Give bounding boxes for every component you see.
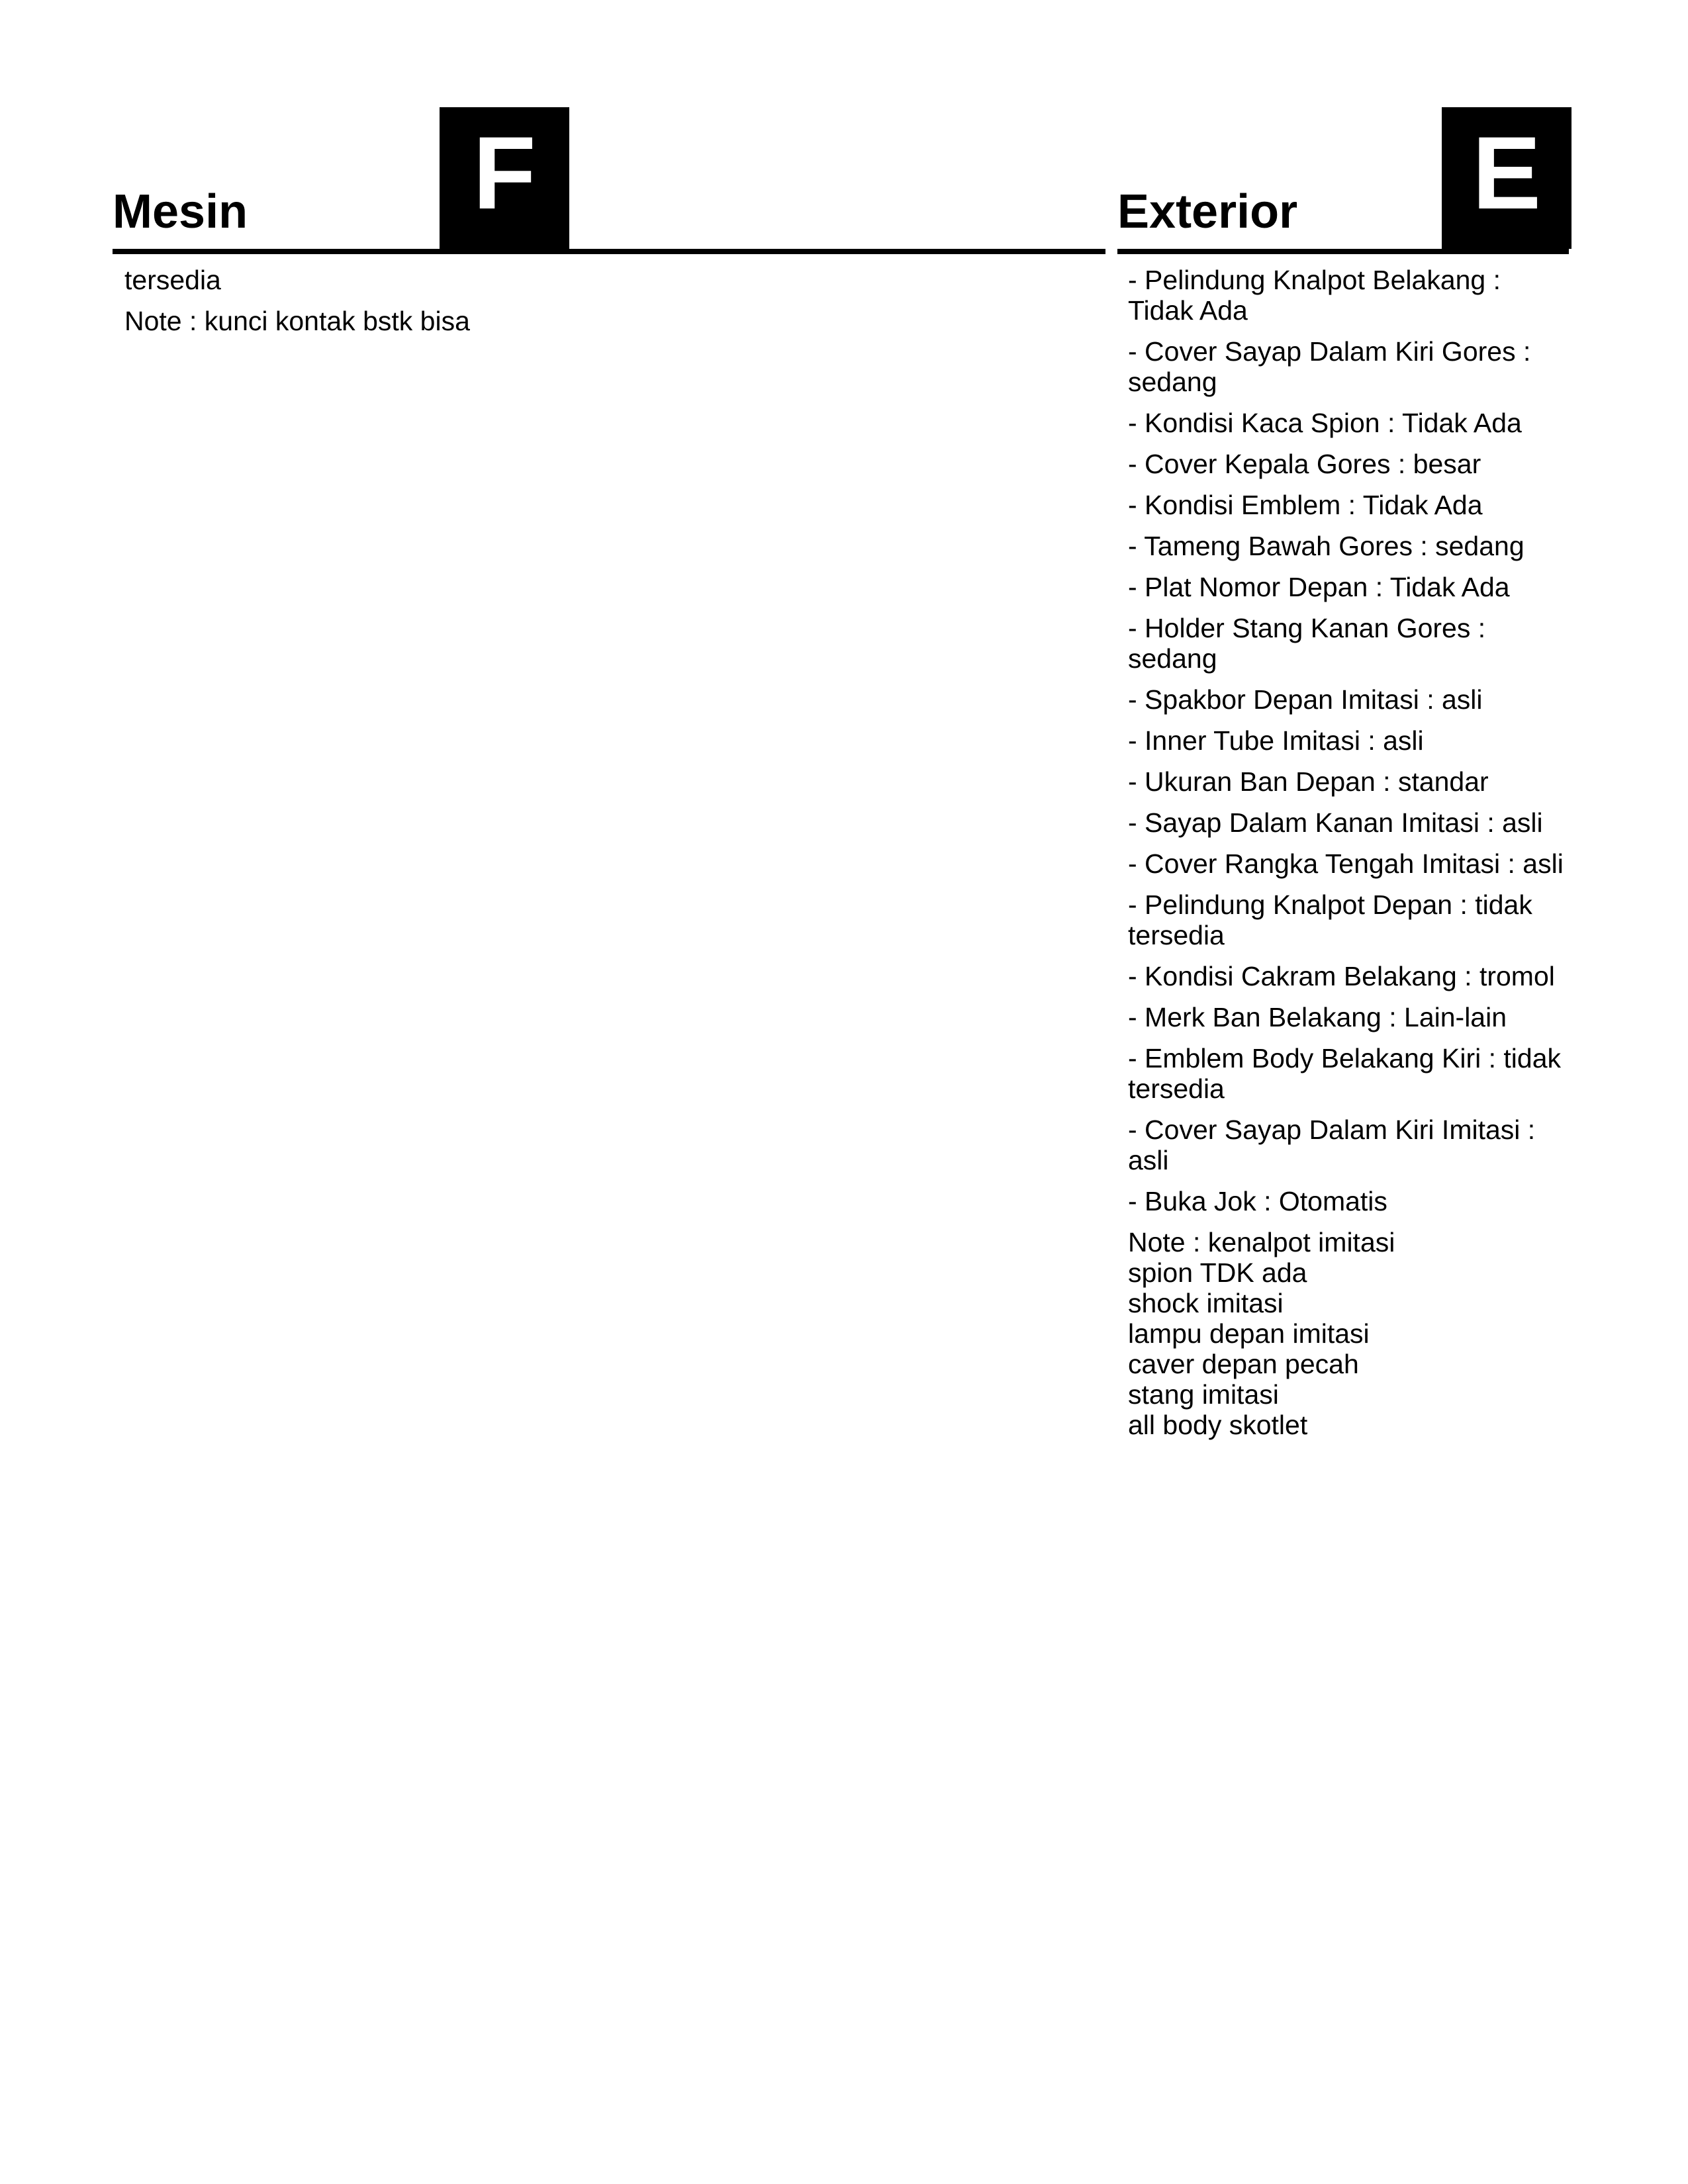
exterior-item: - Ukuran Ban Depan : standar — [1128, 766, 1489, 797]
exterior-item: - Tameng Bawah Gores : sedang — [1128, 531, 1524, 561]
exterior-header — [1117, 107, 1569, 254]
exterior-item: - Kondisi Emblem : Tidak Ada — [1128, 490, 1483, 520]
exterior-section — [1117, 107, 1569, 1440]
exterior-note-line: caver depan pecah — [1128, 1349, 1359, 1379]
exterior-item: - Buka Jok : Otomatis — [1128, 1186, 1387, 1216]
exterior-body — [1117, 254, 1569, 1440]
mesin-section — [113, 107, 1105, 347]
exterior-item: - Cover Kepala Gores : besar — [1128, 449, 1481, 479]
exterior-item: - Cover Sayap Dalam Kiri Imitasi : asli — [1128, 1115, 1536, 1175]
exterior-note-line: lampu depan imitasi — [1128, 1318, 1370, 1349]
mesin-header — [113, 107, 1105, 254]
exterior-note — [1128, 1227, 1569, 1440]
exterior-item: - Sayap Dalam Kanan Imitasi : asli — [1128, 807, 1543, 838]
mesin-line: tersedia — [124, 265, 221, 295]
exterior-item: - Kondisi Kaca Spion : Tidak Ada — [1128, 408, 1522, 438]
exterior-note-line: shock imitasi — [1128, 1288, 1284, 1318]
exterior-item: - Emblem Body Belakang Kiri : tidak tersedia — [1128, 1043, 1561, 1104]
exterior-title: Exterior — [1117, 185, 1298, 238]
exterior-note-line: spion TDK ada — [1128, 1257, 1307, 1288]
mesin-note: Note : kunci kontak bstk bisa — [124, 306, 470, 336]
exterior-item: - Cover Rangka Tengah Imitasi : asli — [1128, 848, 1564, 879]
exterior-note-line: stang imitasi — [1128, 1379, 1279, 1410]
exterior-item: - Pelindung Knalpot Belakang : Tidak Ada — [1128, 265, 1501, 326]
exterior-item: - Inner Tube Imitasi : asli — [1128, 725, 1424, 756]
exterior-item: - Holder Stang Kanan Gores : sedang — [1128, 613, 1486, 674]
mesin-body — [113, 254, 1105, 336]
exterior-item: - Kondisi Cakram Belakang : tromol — [1128, 961, 1555, 991]
exterior-badge: E — [1442, 107, 1571, 249]
exterior-item: - Pelindung Knalpot Depan : tidak tersedia — [1128, 889, 1532, 950]
exterior-item: - Spakbor Depan Imitasi : asli — [1128, 684, 1483, 715]
mesin-title: Mesin — [113, 185, 248, 238]
exterior-note-line: Note : kenalpot imitasi — [1128, 1227, 1395, 1257]
exterior-item: - Plat Nomor Depan : Tidak Ada — [1128, 572, 1510, 602]
exterior-item: - Merk Ban Belakang : Lain-lain — [1128, 1002, 1507, 1032]
mesin-badge: F — [440, 107, 569, 249]
exterior-note-line: all body skotlet — [1128, 1410, 1308, 1440]
exterior-item: - Cover Sayap Dalam Kiri Gores : sedang — [1128, 336, 1531, 397]
